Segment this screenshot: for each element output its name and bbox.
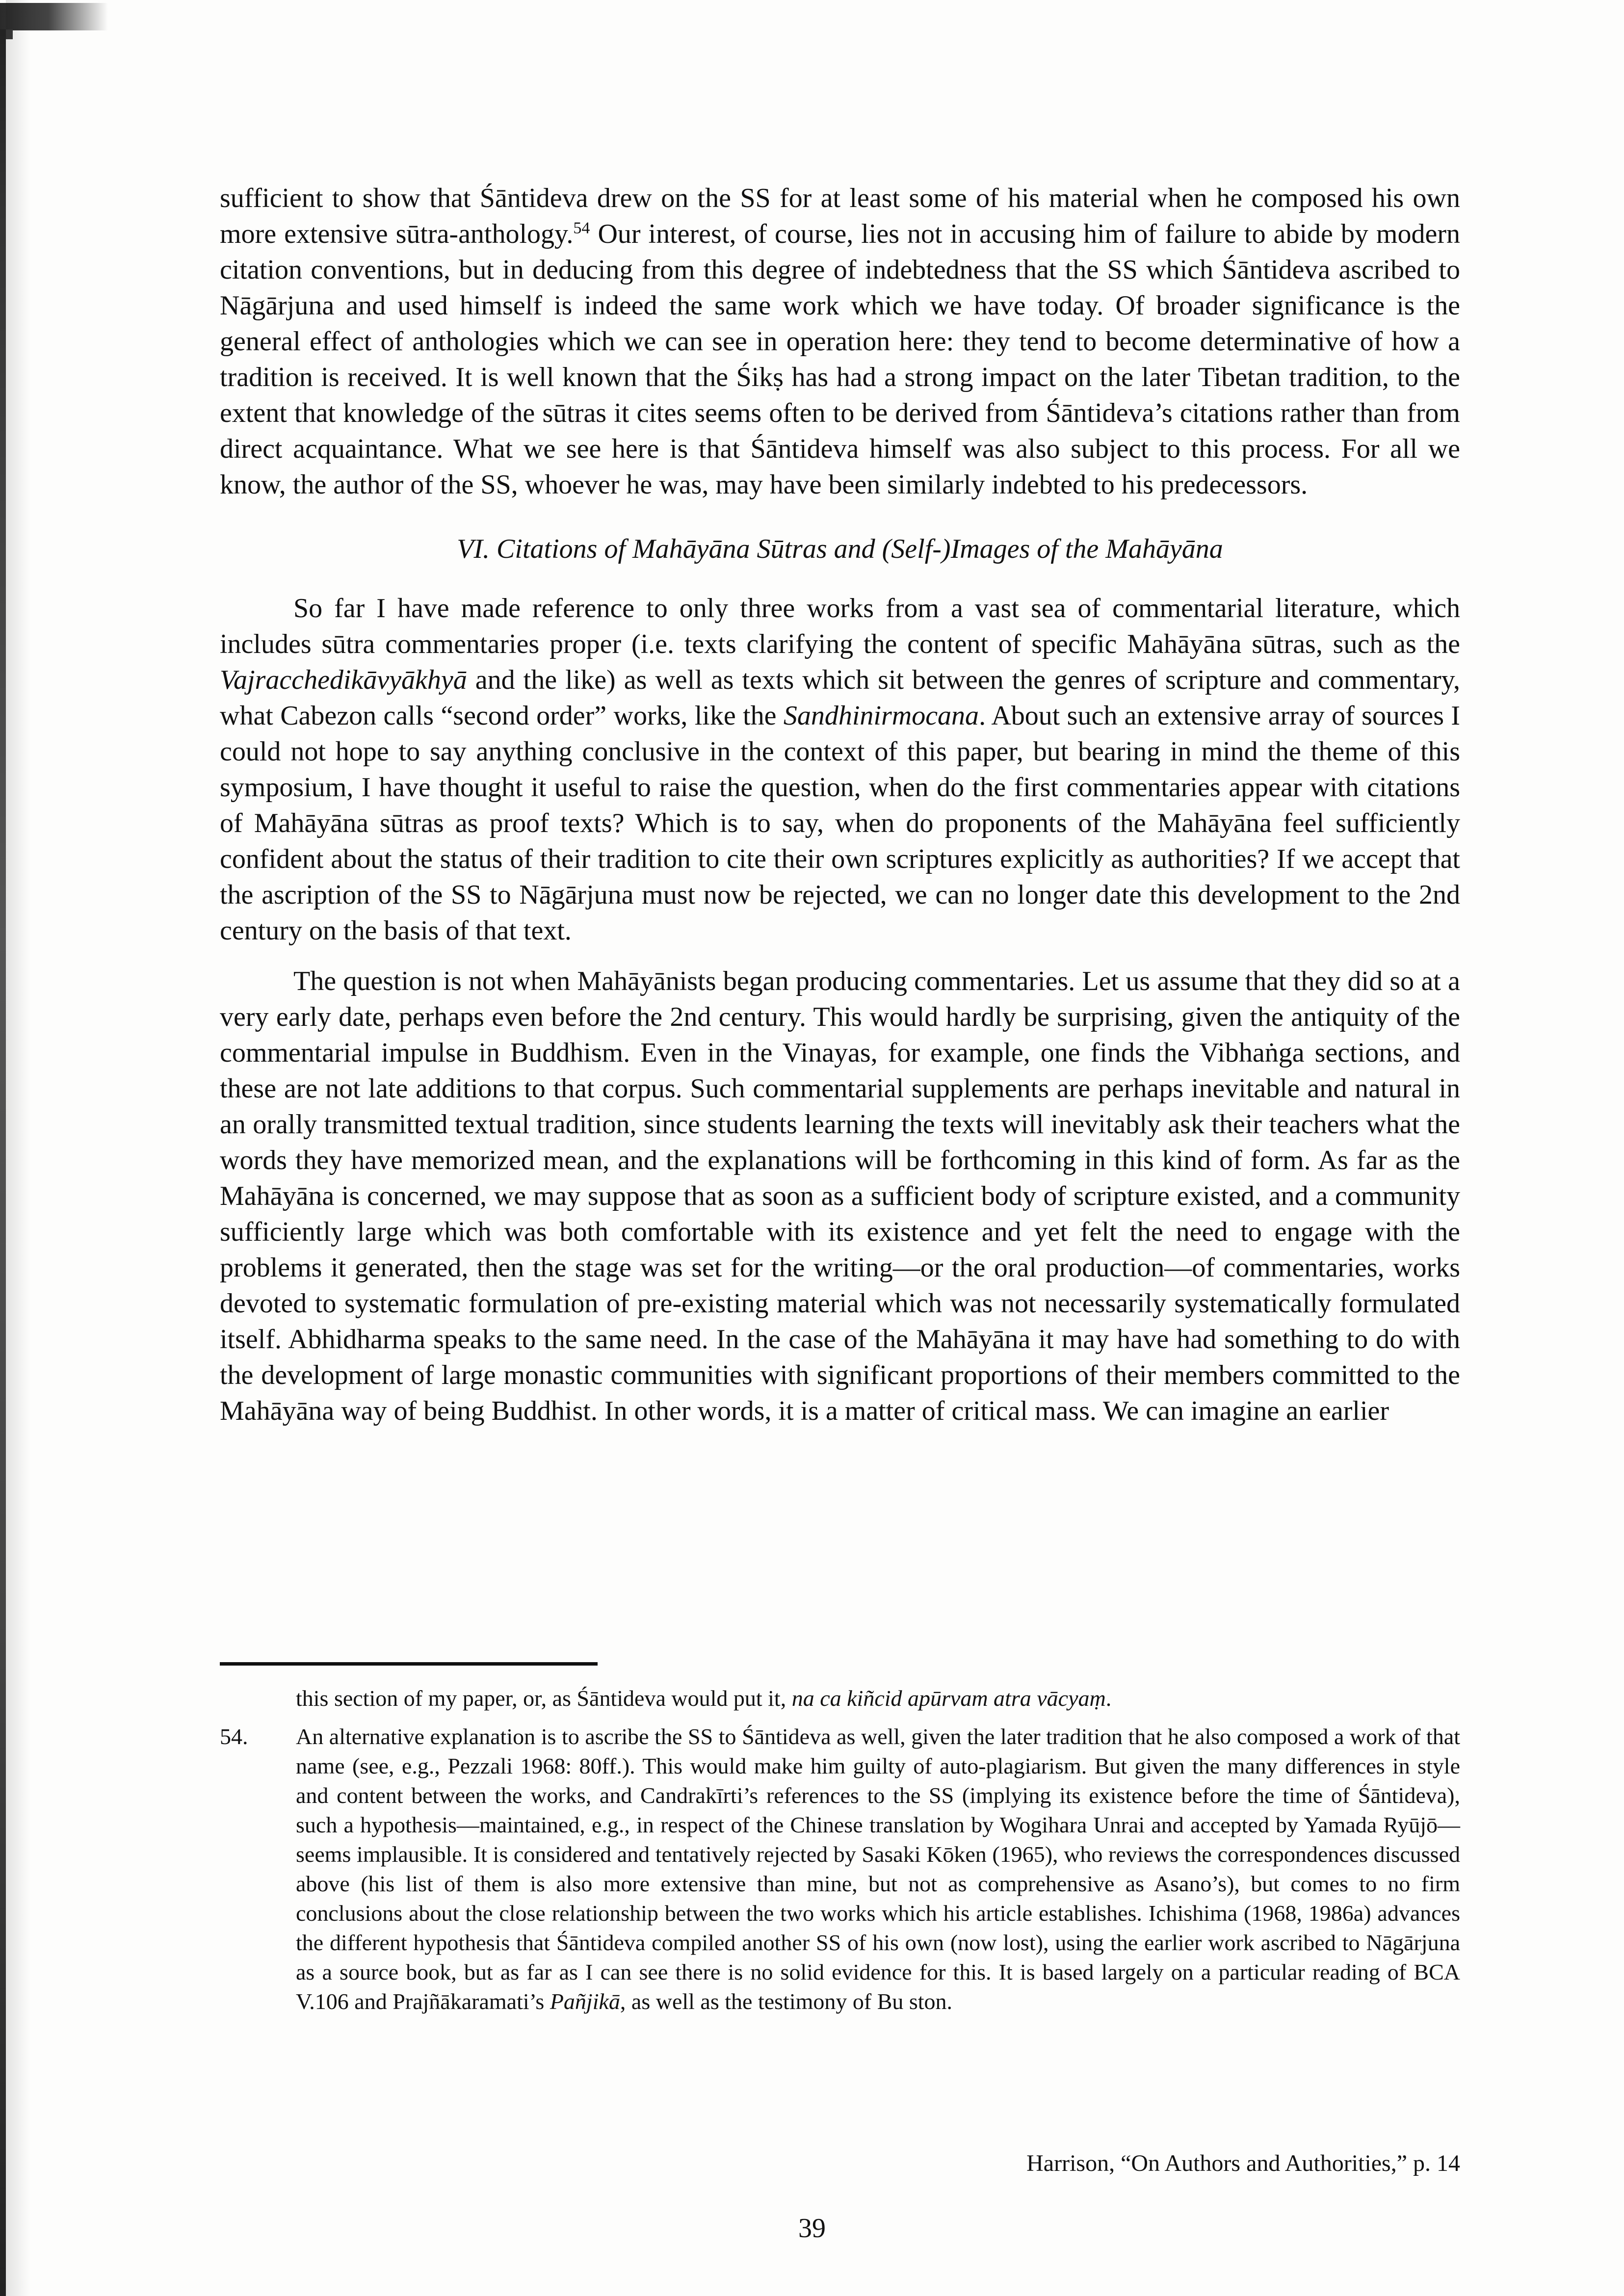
section-heading: VI. Citations of Mahāyāna Sūtras and (Self-)Images of the Mahāyāna [457,534,1223,564]
page-number: 39 [798,2213,826,2244]
footnote-divider [220,1662,598,1666]
footnotes [220,1684,1460,2016]
scan-binding-edge [0,29,6,2296]
main-text [220,181,1460,1429]
paragraph: The question is not when Mahāyānists began producing commentaries. Let us assume that they did so at a very early date, perhaps even before the 2nd century. This would hardly be surprising, given the antiquity of the commentarial impulse in Buddhism. Even in the Vinayas, for example, one finds the Vibhaṅga sections, and these are not late additions to that corpus. Such commentarial supplements are perhaps inevitable and natural in an orally transmitted textual tradition, since students learning the texts will inevitably ask their teachers what the words they have memorized mean, and the explanations will be forthcoming in this kind of form. As far as the Mahāyāna is concerned, we may suppose that as soon as a sufficient body of scripture existed, and a community sufficiently large which was both comfortable with its existence and yet felt the need to engage with the problems it generated, then the stage was set for the writing—or the oral production—of commentaries, works devoted to systematic formulation of pre-existing material which was not necessarily systematically formulated itself. Abhidharma speaks to the same need. In the case of the Mahāyāna it may have had something to do with the development of large monastic communities with significant proportions of their members committed to the Mahāyāna way of being Buddhist. In other words, it is a matter of critical mass. We can imagine an earlier [220,966,1460,1426]
footnote-ref-54[interactable]: 54 [573,219,590,237]
footnote-number: 54. [220,1724,248,1749]
footnote-text: An alternative explanation is to ascribe the SS to Śāntideva as well, given the later tradition that he also composed a work of that name (see, e.g., Pezzali 1968: 80ff.). This would make him guilty of auto-plagiarism. But given the many differences in style and content between the works, and Candrakīrti’s references to the SS (implying its existence before the time of Śāntideva), such a hypothesis—maintained, e.g., in respect of the Chinese translation by Wogihara Unrai and accepted by Yamada Ryūjō—seems implausible. It is considered and tentatively rejected by Sasaki Kōken (1965), who reviews the correspondences discussed above (his list of them is also more extensive than mine, but not as comprehensive as Asano’s), but comes to no firm conclusions about the close relationship between the two works which his article establishes. Ichishima (1968, 1986a) advances the different hypothesis that Śāntideva compiled another SS of his own (now lost), using the earlier work ascribed to Nāgārjuna as a source book, but as far as I can see there is no solid evidence for this. It is based largely on a particular reading of BCA V.106 and Prajñākaramati’s Pañjikā, as well as the testimony of Bu ston. [296,1724,1460,2014]
scan-shadow [6,0,30,2296]
paragraph: So far I have made reference to only three works from a vast sea of commentarial literature, which includes sūtra commentaries proper (i.e. texts clarifying the content of specific Mahāyāna sūtras, such as the Vajracchedikāvyākhyā and the like) as well as texts which sit between the genres of scripture and commentary, what Cabezon calls “second order” works, like the Sandhinirmocana. About such an extensive array of sources I could not hope to say anything conclusive in the context of this paper, but bearing in mind the theme of this symposium, I have thought it useful to raise the question, when do the first commentaries appear with citations of Mahāyāna sūtras as proof texts? Which is to say, when do proponents of the Mahāyāna feel sufficiently confident about the status of their tradition to cite their own scriptures explicitly as authorities? If we accept that the ascription of the SS to Nāgārjuna must now be rejected, we can no longer date this development to the 2nd century on the basis of that text. [220,593,1461,946]
footnote-continuation: this section of my paper, or, as Śāntideva would put it, na ca kiñcid apūrvam atra vācyaṃ. [296,1686,1112,1711]
running-footer: Harrison, “On Authors and Authorities,” p. 14 [1026,2150,1460,2176]
italic-title: Sandhinirmocana [783,701,979,731]
paragraph-continuation: sufficient to show that Śāntideva drew on the SS for at least some of his material when he composed his own more extensive sūtra-anthology.$^{54}$ Our interest, of course, lies not in accusing him of failure to abide by modern citation conventions, but in deducing from this degree of indebtedness that the SS which Śāntideva ascribed to Nāgārjuna and used himself is indeed the same work which we have today. Of broader significance is the general effect of anthologies which we can see in operation here: they tend to become determinative of how a tradition is received. It is well known that the Śikṣ has had a strong impact on the later Tibetan tradition, to the extent that knowledge of the sūtras it cites seems often to be derived from Śāntideva’s citations rather than from direct acquaintance. What we see here is that Śāntideva himself was also subject to this process. For all we know, the author of the SS, whoever he was, may have been similarly indebted to his predecessors. [220,183,1460,500]
footnote-54 [220,1722,1460,2016]
italic-title: Vajracchedikāvyākhyā [220,665,467,695]
